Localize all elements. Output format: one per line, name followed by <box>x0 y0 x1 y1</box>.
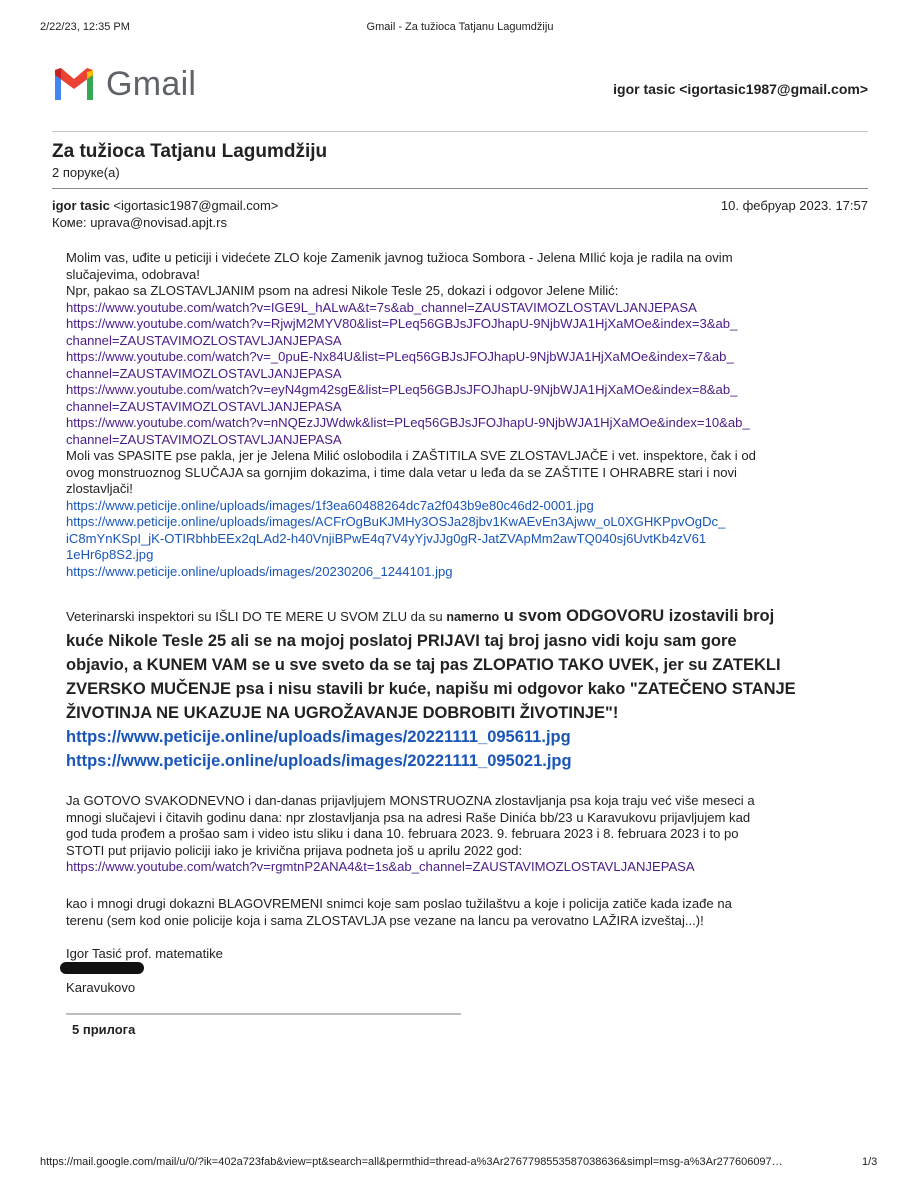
message-date: 10. фебруар 2023. 17:57 <box>720 198 868 213</box>
image-link[interactable]: https://www.peticije.online/uploads/images/ACFrOgBuKJMHy3OSJa28jbv1KwAEvEn3Ajww_oL0XGHKPpvOgDc_ <box>66 514 726 529</box>
sender-name: igor tasic <box>52 198 110 213</box>
print-page-number: 1/3 <box>862 1156 878 1168</box>
body-line: terenu (sem kod onie policije koja i sama ZLOSTAVLJA pse vezane na lancu pa verovatno LAŽIRA izveštaj...)! <box>66 912 704 928</box>
body-line: god tuda prođem a prošao sam i video istu sliku i dana 10. februara 2023. 9. februara 2023 i 8. februara 2023 i to po <box>66 826 739 841</box>
emphasis-paragraph <box>66 604 866 773</box>
gmail-m-icon <box>52 67 96 101</box>
sender-email: <igortasic1987@gmail.com> <box>113 198 279 213</box>
gmail-wordmark: Gmail <box>106 65 197 103</box>
thread-subject: Za tužioca Tatjanu Lagumdžiju <box>52 141 328 162</box>
body-line: Npr, pakao sa ZLOSTAVLJANIM psom na adresi Nikole Tesle 25, dokazi i odgovor Jelene Milić: <box>66 283 619 298</box>
message-count: 2 поруке(а) <box>52 165 120 180</box>
emphasis-line: ZVERSKO MUČENJE psa i nisu stavili br kuće, napišu mi odgovor kako "ZATEČENO STANJE <box>66 680 796 698</box>
redaction-mark <box>60 962 144 974</box>
body-line: mnogi slučajevi i čitavih godinu dana: npr zlostavljanja psa na adresi Raše Dinića bb/23 u Karavukovu prijavljujem kad <box>66 809 751 825</box>
message-to: Коме: uprava@novisad.apjt.rs <box>52 215 227 230</box>
body-line: zlostavljači! <box>66 481 133 496</box>
body-line: Molim vas, uđite u peticiji i videćete ZLO koje Zamenik javnog tužioca Sombora - Jelena MIlić koja je radila na ovim <box>66 250 733 265</box>
emphasis-line: objavio, a KUNEM VAM se u sve sveto da se taj pas ZLOPATIO TAKO UVEK, jer su ZATEKLI <box>66 656 781 674</box>
image-link[interactable]: iC8mYnKSpI_jK-OTIRbhbEEx2qLAd2-h40VnjiBPwE4q7V4yYjvJJg0gR-JatZVApMm2awTQ040sj6UvtKb4zV61 <box>66 530 707 546</box>
print-url: https://mail.google.com/mail/u/0/?ik=402a723fab&view=pt&search=all&permthid=thread-a%3Ar2767798553587038636&simpl=msg-a%3Ar277606097… <box>40 1156 783 1168</box>
emphasis-lead-bold: u svom ODGOVORU izostavili broj <box>499 607 775 625</box>
youtube-link[interactable]: channel=ZAUSTAVIMOZLOSTAVLJANJEPASA <box>66 398 342 414</box>
image-link[interactable]: https://www.peticije.online/uploads/images/20230206_1244101.jpg <box>66 563 453 579</box>
youtube-link[interactable]: https://www.youtube.com/watch?v=eyN4gm42sgE&list=PLeq56GBJsJFOJhapU-9NjbWJA1HjXaMOe&index=8&ab_ <box>66 382 738 397</box>
image-link[interactable]: https://www.peticije.online/uploads/images/1f3ea60488264dc7a2f043b9e80c46d2-0001.jpg <box>66 497 594 513</box>
youtube-link[interactable]: channel=ZAUSTAVIMOZLOSTAVLJANJEPASA <box>66 365 342 381</box>
emphasis-first-line <box>66 604 866 629</box>
body-line: STOTI put prijavio policiji iako je krivična prijava podneta još u aprilu 2022 god: <box>66 842 523 858</box>
youtube-link[interactable]: https://www.youtube.com/watch?v=rgmtnP2ANA4&t=1s&ab_channel=ZAUSTAVIMOZLOSTAVLJANJEPASA <box>66 859 695 874</box>
message-body <box>66 250 846 580</box>
closing-paragraph <box>66 896 856 929</box>
print-doc-title: Gmail - Za tužioca Tatjanu Lagumdžiju <box>366 21 554 33</box>
youtube-link[interactable]: https://www.youtube.com/watch?v=RjwjM2MYV80&list=PLeq56GBJsJFOJhapU-9NjbWJA1HjXaMOe&index=3&ab_ <box>66 316 738 331</box>
youtube-link[interactable]: https://www.youtube.com/watch?v=_0puE-Nx84U&list=PLeq56GBJsJFOJhapU-9NjbWJA1HjXaMOe&index=7&ab_ <box>66 349 734 364</box>
body-line: Ja GOTOVO SVAKODNEVNO i dan-danas prijavljujem MONSTRUOZNA zlostavljanja psa koja traju već više meseci a <box>66 793 755 808</box>
message-from <box>52 198 278 213</box>
signature-place: Karavukovo <box>66 980 136 995</box>
header-divider <box>52 131 868 132</box>
emphasis-line: ŽIVOTINJA NE UKAZUJE NA UGROŽAVANJE DOBROBITI ŽIVOTINJE"! <box>66 704 619 722</box>
attachments-count[interactable]: 5 прилога <box>72 1022 136 1037</box>
body-line: slučajevima, odobrava! <box>66 266 200 282</box>
body-line: Moli vas SPASITE pse pakla, jer je Jelena Milić oslobodila i ZAŠTITILA SVE ZLOSTAVLJAČE i vet. inspektore, čak i od <box>66 448 756 463</box>
youtube-link[interactable]: https://www.youtube.com/watch?v=IGE9L_hALwA&t=7s&ab_channel=ZAUSTAVIMOZLOSTAVLJANJEPASA <box>66 299 697 315</box>
signature-name: Igor Tasić prof. matematike <box>66 946 223 961</box>
emphasis-lead: Veterinarski inspektori su IŠLI DO TE MERE U SVOM ZLU da su <box>66 609 447 624</box>
body-line: ovog monstruoznog SLUČAJA sa gornjim dokazima, i time dala vetar u leđa da se ZAŠTITE I OHRABRE stari i novi <box>66 464 737 480</box>
daily-paragraph <box>66 793 856 876</box>
attachments-divider <box>66 1013 461 1015</box>
image-link[interactable]: 1eHr6p8S2.jpg <box>66 547 154 562</box>
body-line: kao i mnogi drugi dokazni BLAGOVREMENI snimci koje sam poslao tužilaštvu a koje i policija zatiče kada izađe na <box>66 896 732 911</box>
emphasis-image-link[interactable]: https://www.peticije.online/uploads/images/20221111_095021.jpg <box>66 752 572 770</box>
emphasis-line: kuće Nikole Tesle 25 ali se na mojoj poslatoj PRIJAVI taj broj jasno vidi koju sam gore <box>66 632 737 650</box>
gmail-logo <box>52 67 196 101</box>
youtube-link[interactable]: channel=ZAUSTAVIMOZLOSTAVLJANJEPASA <box>66 431 342 447</box>
subject-divider <box>52 188 868 189</box>
youtube-link[interactable]: https://www.youtube.com/watch?v=nNQEzJJWdwk&list=PLeq56GBJsJFOJhapU-9NjbWJA1HjXaMOe&index=10&ab_ <box>66 415 750 430</box>
youtube-link[interactable]: channel=ZAUSTAVIMOZLOSTAVLJANJEPASA <box>66 332 342 348</box>
print-datetime: 2/22/23, 12:35 PM <box>40 21 130 33</box>
account-label: igor tasic <igortasic1987@gmail.com> <box>613 81 868 97</box>
emphasis-image-link[interactable]: https://www.peticije.online/uploads/images/20221111_095611.jpg <box>66 728 571 746</box>
emphasis-namerno: namerno <box>446 610 500 624</box>
